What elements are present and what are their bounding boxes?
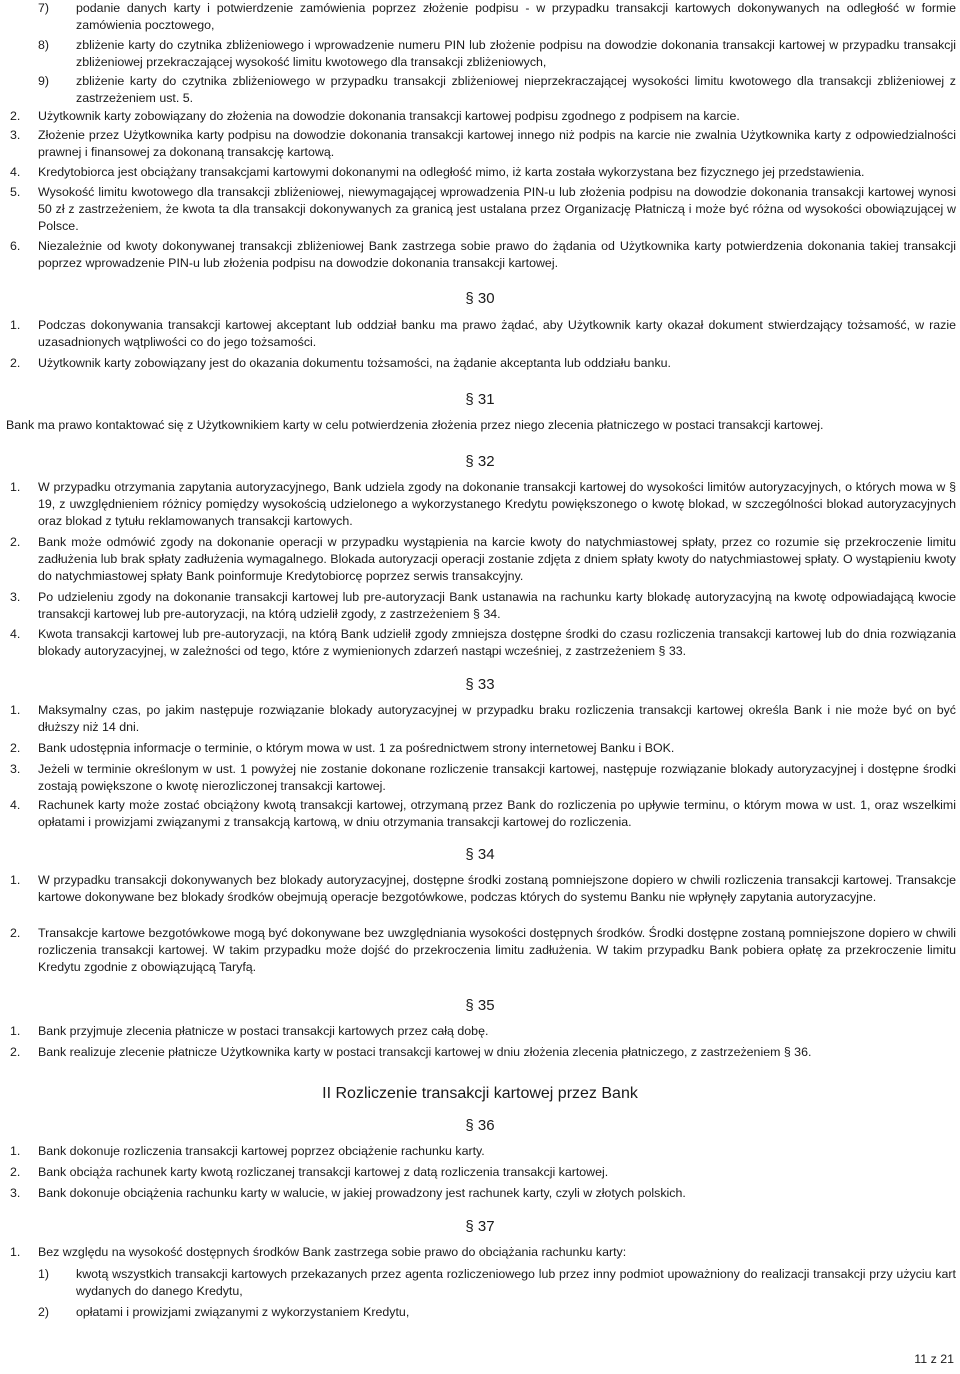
list-item	[0, 0, 956, 34]
item-number: 4.	[10, 798, 21, 812]
list-item	[0, 1266, 956, 1300]
paragraph: Bank ma prawo kontaktować się z Użytkownikiem karty w celu potwierdzenia złożenia przez niego zlecenia płatniczego w postaci transakcji kartowej.	[6, 418, 824, 432]
item-text: zbliżenie karty do czytnika zbliżeniowego i wprowadzenie numeru PIN lub złożenie podpisu na dowodzie dokonania transakcji kartowej w przypadku transakcji zbliżeniowej przekraczającej wysokość limitu kwotowego dla transakcji zbliżeniowych,	[76, 38, 956, 69]
item-number: 2.	[10, 535, 21, 549]
item-text: Bank może odmówić zgody na dokonanie operacji w przypadku wystąpienia na karcie kwoty do natychmiastowej spłaty, przez co rozumie się przekroczenie limitu zadłużenia lub brak spłaty zadłużenia wymagalnego. Blokada autoryzacji operacji zostanie zdjęta z dniem spłaty kwoty do natychmiastowej spłaty. O wystąpieniu kwoty do natychmiastowej spłaty Bank poinformuje Kredytobiorcę poprzez serwis transakcyjny.	[38, 535, 956, 583]
item-number: 2)	[38, 1305, 50, 1319]
list-item	[0, 626, 956, 660]
item-text: Niezależnie od kwoty dokonywanej transakcji zbliżeniowej Bank zastrzega sobie prawo do żądania od Użytkownika karty potwierdzenia dokonania takiej transakcji poprzez wprowadzenie PIN-u lub złożenia podpisu na dowodzie dokonania transakcji kartowej.	[38, 239, 956, 270]
list-item	[0, 108, 956, 125]
item-number: 2.	[10, 926, 21, 940]
item-text: Bank przyjmuje zlecenia płatnicze w postaci transakcji kartowych przez całą dobę.	[38, 1024, 489, 1038]
item-number: 7)	[38, 1, 50, 15]
item-number: 3.	[10, 128, 21, 142]
item-text: Złożenie przez Użytkownika karty podpisu na dowodzie dokonania transakcji kartowej innego niż podpis na karcie nie zwalnia Użytkownika karty z odpowiedzialności prawnej i finansowej za dokonaną transakcję kartową.	[38, 128, 956, 159]
item-text: Bank dokonuje obciążenia rachunku karty w walucie, w jakiej prowadzony jest rachunek karty, czyli w złotych polskich.	[38, 1186, 686, 1200]
item-text: Podczas dokonywania transakcji kartowej akceptant lub oddział banku ma prawo żądać, aby Użytkownik karty okazał dokument stwierdzający tożsamość, w razie uzasadnionych wątpliwości co do jego tożsamości.	[38, 318, 956, 349]
item-number: 4.	[10, 165, 21, 179]
section-heading: § 33	[465, 676, 495, 693]
list-item	[0, 1244, 956, 1261]
item-number: 1.	[10, 1144, 21, 1158]
item-text: W przypadku transakcji dokonywanych bez blokady autoryzacyjnej, dostępne środki zostaną pomniejszone dopiero w chwili rozliczenia transakcji kartowej. Transakcje kartowe dokonywane bez blokady środków obejmują operacje bezgotówkowe, podczas których do systemu Banku nie wpłynęły zapytania autoryzacyjne.	[38, 873, 956, 904]
item-text: Kwota transakcji kartowej lub pre-autoryzacji, na którą Bank udzielił zgody zmniejsza dostępne środki do czasu rozliczenia transakcji kartowej lub do dnia rozwiązania blokady autoryzacyjnej, w zależności od tego, które z wymienionych zdarzeń nastąpi wcześniej, z zastrzeżeniem § 33.	[38, 627, 956, 658]
list-item	[0, 797, 956, 831]
list-item	[0, 37, 956, 71]
item-text: Rachunek karty może zostać obciążony kwotą transakcji kartowej, otrzymaną przez Bank do rozliczenia po upływie terminu, o którym mowa w ust. 1, oraz wszelkimi opłatami i prowizjami związanymi z transakcją kartową, w dniu otrzymania transakcji kartowej do rozliczenia.	[38, 798, 956, 829]
chapter-heading: II Rozliczenie transakcji kartowej przez Bank	[322, 1085, 638, 1102]
list-item	[0, 355, 956, 372]
item-text: podanie danych karty i potwierdzenie zamówienia poprzez złożenie podpisu - w przypadku transakcji kartowych dokonywanych na odległość w formie zamówienia pocztowego,	[76, 1, 956, 32]
list-item	[0, 761, 956, 795]
list-item	[0, 127, 956, 161]
list-item	[0, 1044, 956, 1061]
item-number: 2.	[10, 1165, 21, 1179]
list-item	[0, 184, 956, 235]
item-text: opłatami i prowizjami związanymi z wykorzystaniem Kredytu,	[76, 1305, 410, 1319]
item-text: Bez względu na wysokość dostępnych środków Bank zastrzega sobie prawo do obciążania rachunku karty:	[38, 1245, 627, 1259]
list-item	[0, 740, 956, 757]
item-number: 3.	[10, 762, 21, 776]
list-item	[0, 1304, 956, 1321]
item-text: Maksymalny czas, po jakim następuje rozwiązanie blokady autoryzacyjnej w przypadku braku rozliczenia transakcji kartowej określa Bank i nie może być on być dłuższy niż 14 dni.	[38, 703, 956, 734]
list-item	[0, 1185, 956, 1202]
item-number: 6.	[10, 239, 21, 253]
list-item	[0, 872, 956, 923]
item-text: Jeżeli w terminie określonym w ust. 1 powyżej nie zostanie dokonane rozliczenie transakcji kartowej, następuje rozwiązanie blokady autoryzacyjnej i dostępne środki zostają powiększone o kwotę nierozliczonej transakcji kartowej.	[38, 762, 956, 793]
item-number: 3.	[10, 590, 21, 604]
item-text: zbliżenie karty do czytnika zbliżeniowego w przypadku transakcji zbliżeniowej nieprzekraczającej wysokości limitu kwotowego dla transakcji zbliżeniowej z zastrzeżeniem ust. 5.	[76, 74, 956, 105]
section-heading: § 36	[465, 1117, 495, 1134]
list-item	[0, 925, 956, 976]
list-item	[0, 164, 956, 181]
item-number: 1.	[10, 1245, 21, 1259]
item-text: Bank udostępnia informacje o terminie, o którym mowa w ust. 1 za pośrednictwem strony internetowej Banku i BOK.	[38, 741, 675, 755]
item-number: 2.	[10, 741, 21, 755]
item-text: Wysokość limitu kwotowego dla transakcji zbliżeniowej, niewymagającej wprowadzenia PIN-u lub złożenia podpisu na dowodzie dokonania transakcji kartowej wynosi 50 zł z zastrzeżeniem, że kwota ta dla transakcji dokonywanych za granicą jest ustalana przez Organizację Płatniczą i może być różna od wysokości obowiązującej w Polsce.	[38, 185, 956, 233]
item-number: 1.	[10, 1024, 21, 1038]
section-heading: § 32	[465, 453, 495, 470]
list-item	[0, 589, 956, 623]
list-item	[0, 238, 956, 272]
item-number: 1.	[10, 480, 21, 494]
section-heading: § 31	[465, 391, 495, 408]
item-text: Użytkownik karty zobowiązany do złożenia na dowodzie dokonania transakcji kartowej podpisu zgodnego z podpisem na karcie.	[38, 109, 740, 123]
item-number: 4.	[10, 627, 21, 641]
item-text: Użytkownik karty zobowiązany jest do okazania dokumentu tożsamości, na żądanie akceptanta lub oddziału banku.	[38, 356, 671, 370]
list-item	[0, 317, 956, 351]
page-number: 11 z 21	[914, 1352, 954, 1366]
item-number: 9)	[38, 74, 50, 88]
item-number: 2.	[10, 356, 21, 370]
item-number: 1)	[38, 1267, 50, 1281]
section-heading: § 30	[465, 290, 495, 307]
item-text: Kredytobiorca jest obciążany transakcjami kartowymi dokonanymi na odległość mimo, iż karta została wykorzystana bez fizycznego jej przedstawienia.	[38, 165, 865, 179]
item-text: Bank obciąża rachunek karty kwotą rozliczanej transakcji kartowej z datą rozliczenia transakcji kartowej.	[38, 1165, 609, 1179]
list-item	[0, 73, 956, 107]
item-text: W przypadku otrzymania zapytania autoryzacyjnego, Bank udziela zgody na dokonanie transakcji kartowej do wysokości limitów autoryzacyjnych, o których mowa w § 19, z uwzględnieniem różnicy pomiędzy wysokością udzielonego a wykorzystanego Kredytu powiększonego o kwotę blokad, w szczególności blokad autoryzacyjnych oraz blokad z tytułu reklamowanych transakcji kartowych.	[38, 480, 956, 528]
item-number: 1.	[10, 703, 21, 717]
item-number: 2.	[10, 109, 21, 123]
item-text: Transakcje kartowe bezgotówkowe mogą być dokonywane bez uwzględniania wysokości dostępnych środków. Środki dostępne zostaną pomniejszone dopiero w chwili rozliczenia transakcji kartowej. W takim przypadku może dojść do przekroczenia limitu zadłużenia. W takim przypadku Bank pobiera opłatę za przekroczenie limitu Kredytu zgodnie z obowiązującą Taryfą.	[38, 926, 956, 974]
item-number: 2.	[10, 1045, 21, 1059]
item-number: 5.	[10, 185, 21, 199]
item-text: Bank dokonuje rozliczenia transakcji kartowej poprzez obciążenie rachunku karty.	[38, 1144, 485, 1158]
section-heading: § 35	[465, 997, 495, 1014]
section-heading: § 37	[465, 1218, 495, 1235]
section-heading: § 34	[465, 846, 495, 863]
item-text: Bank realizuje zlecenie płatnicze Użytkownika karty w postaci transakcji kartowej w dniu złożenia zlecenia płatniczego, z zastrzeżeniem § 36.	[38, 1045, 812, 1059]
item-text: Po udzieleniu zgody na dokonanie transakcji kartowej lub pre-autoryzacji Bank ustanawia na rachunku karty blokadę autoryzacyjną na kwotę odpowiadającą kwocie transakcji kartowej lub pre-autoryzacji, na którą udzielił zgody, z zastrzeżeniem § 34.	[38, 590, 956, 621]
item-number: 3.	[10, 1186, 21, 1200]
list-item	[0, 1023, 956, 1040]
list-item	[0, 534, 956, 585]
list-item	[0, 1164, 956, 1181]
list-item	[0, 702, 956, 736]
list-item	[0, 479, 956, 530]
item-number: 8)	[38, 38, 50, 52]
list-item	[0, 1143, 956, 1160]
item-number: 1.	[10, 873, 21, 887]
item-number: 1.	[10, 318, 21, 332]
item-text: kwotą wszystkich transakcji kartowych przekazanych przez agenta rozliczeniowego lub przez inny podmiot upoważniony do realizacji transakcji przy użyciu kart wydanych do danego Kredytu,	[76, 1267, 956, 1298]
